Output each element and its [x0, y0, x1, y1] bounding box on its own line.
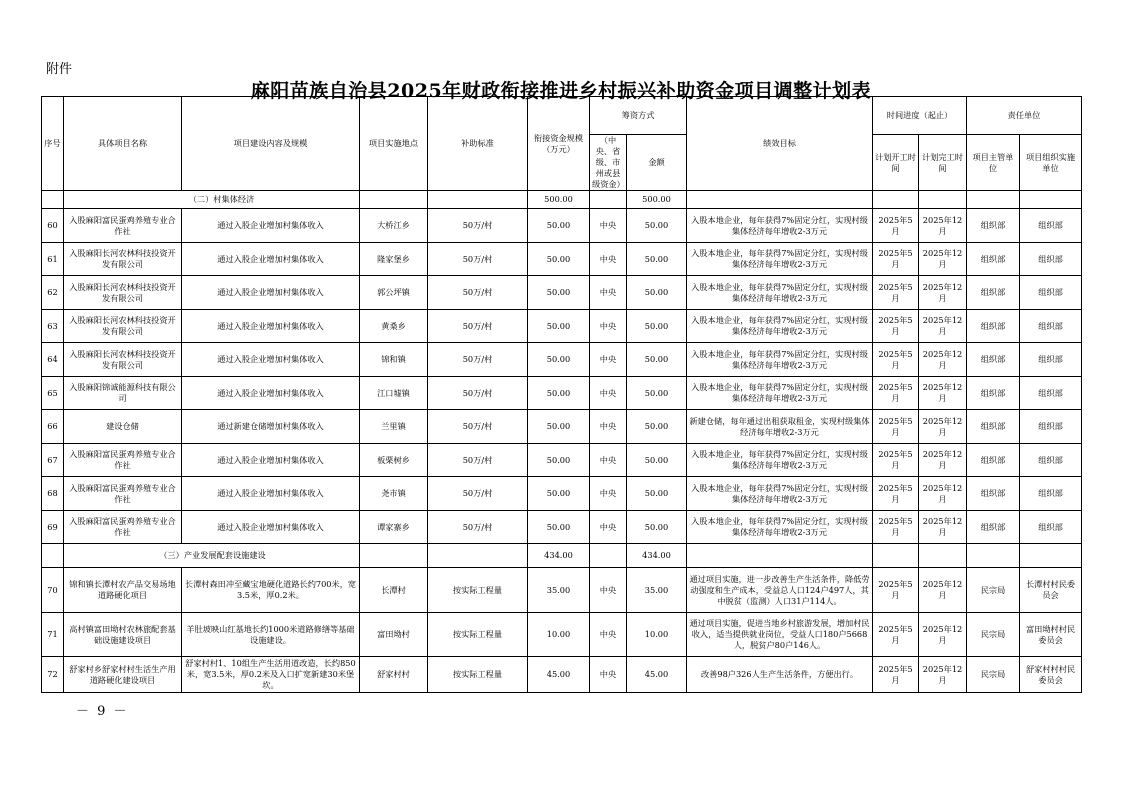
cell-content: 通过新建仓储增加村集体收入 — [182, 410, 360, 444]
cell-scale: 45.00 — [528, 657, 590, 693]
cell-amount: 50.00 — [627, 242, 687, 276]
header-start: 计划开工时间 — [873, 135, 919, 191]
cell-standard: 50万/村 — [428, 410, 528, 444]
cell-scale: 50.00 — [528, 376, 590, 410]
cell-goal: 入股本地企业，每年获得7%固定分红，实现村级集体经济每年增收2-3万元 — [687, 443, 873, 477]
section-amount: 434.00 — [627, 544, 687, 568]
cell-no: 63 — [42, 309, 64, 343]
cell-amount: 10.00 — [627, 613, 687, 657]
section-amount: 500.00 — [627, 191, 687, 209]
cell-amount: 35.00 — [627, 568, 687, 613]
cell-amount: 50.00 — [627, 276, 687, 310]
document-title: 麻阳苗族自治县2025年财政衔接推进乡村振兴补助资金项目调整计划表 — [250, 80, 872, 102]
cell-goal: 改善98户326人生产生活条件，方便出行。 — [687, 657, 873, 693]
cell-dept: 组织部 — [967, 209, 1020, 243]
cell-scale: 50.00 — [528, 209, 590, 243]
section-row — [42, 544, 1082, 568]
table-row — [42, 242, 1082, 276]
cell-impl: 舒家村村村民委员会 — [1020, 657, 1082, 693]
cell-name: 入股麻阳富民蛋鸡养殖专业合作社 — [64, 510, 182, 544]
section-title: （二）村集体经济 — [64, 191, 360, 209]
cell-location: 板栗树乡 — [360, 443, 428, 477]
cell-standard: 50万/村 — [428, 276, 528, 310]
cell-location: 舒家村村 — [360, 657, 428, 693]
cell-impl: 富田坳村村民委员会 — [1020, 613, 1082, 657]
header-end: 计划完工时间 — [919, 135, 967, 191]
cell-standard: 50万/村 — [428, 209, 528, 243]
cell-location: 大桥江乡 — [360, 209, 428, 243]
cell-end: 2025年12月 — [919, 613, 967, 657]
cell-source: 中央 — [590, 343, 627, 377]
table-row — [42, 568, 1082, 613]
cell-source: 中央 — [590, 309, 627, 343]
cell-location: 锦和镇 — [360, 343, 428, 377]
cell-goal: 入股本地企业，每年获得7%固定分红，实现村级集体经济每年增收2-3万元 — [687, 309, 873, 343]
cell-start: 2025年5月 — [873, 613, 919, 657]
cell-content: 通过入股企业增加村集体收入 — [182, 477, 360, 511]
cell-end: 2025年12月 — [919, 309, 967, 343]
cell-amount: 50.00 — [627, 477, 687, 511]
cell-no: 70 — [42, 568, 64, 613]
section-scale: 434.00 — [528, 544, 590, 568]
cell-source: 中央 — [590, 510, 627, 544]
cell-impl: 组织部 — [1020, 309, 1082, 343]
header-name: 具体项目名称 — [64, 97, 182, 191]
cell-standard: 50万/村 — [428, 376, 528, 410]
cell-source: 中央 — [590, 410, 627, 444]
cell-scale: 50.00 — [528, 443, 590, 477]
header-content: 项目建设内容及规模 — [182, 97, 360, 191]
cell-content: 通过入股企业增加村集体收入 — [182, 510, 360, 544]
cell-scale: 50.00 — [528, 242, 590, 276]
cell-content: 通过入股企业增加村集体收入 — [182, 209, 360, 243]
cell-start: 2025年5月 — [873, 242, 919, 276]
table-row — [42, 309, 1082, 343]
page-number: － 9 － — [76, 704, 129, 719]
cell-no: 67 — [42, 443, 64, 477]
cell-start: 2025年5月 — [873, 443, 919, 477]
cell-start: 2025年5月 — [873, 568, 919, 613]
cell-start: 2025年5月 — [873, 209, 919, 243]
cell-goal: 新建仓储，每年通过出租获取租金，实现村级集体经济每年增收2-3万元 — [687, 410, 873, 444]
cell-content: 通过入股企业增加村集体收入 — [182, 443, 360, 477]
cell-dept: 组织部 — [967, 376, 1020, 410]
cell-content: 通过入股企业增加村集体收入 — [182, 343, 360, 377]
cell-amount: 50.00 — [627, 410, 687, 444]
cell-no: 68 — [42, 477, 64, 511]
header-funding-source: （中央、省级、市州或县级资金） — [590, 135, 627, 191]
cell-end: 2025年12月 — [919, 568, 967, 613]
cell-standard: 50万/村 — [428, 309, 528, 343]
cell-no: 61 — [42, 242, 64, 276]
cell-standard: 50万/村 — [428, 343, 528, 377]
cell-source: 中央 — [590, 568, 627, 613]
cell-standard: 50万/村 — [428, 477, 528, 511]
cell-name: 入股麻阳富民蛋鸡养殖专业合作社 — [64, 209, 182, 243]
cell-location: 隆家堡乡 — [360, 242, 428, 276]
cell-no: 62 — [42, 276, 64, 310]
cell-end: 2025年12月 — [919, 510, 967, 544]
cell-goal: 通过项目实施，促进当地乡村旅游发展，增加村民收入，适当提供就业岗位，受益人口180户5668人，脱贫户80户146人。 — [687, 613, 873, 657]
cell-goal: 入股本地企业，每年获得7%固定分红，实现村级集体经济每年增收2-3万元 — [687, 242, 873, 276]
cell-amount: 50.00 — [627, 309, 687, 343]
cell-scale: 50.00 — [528, 510, 590, 544]
cell-start: 2025年5月 — [873, 657, 919, 693]
cell-end: 2025年12月 — [919, 477, 967, 511]
header-goal: 绩效目标 — [687, 97, 873, 191]
cell-content: 长潭村森田冲至藏宝地硬化道路长约700米，宽3.5米，厚0.2米。 — [182, 568, 360, 613]
header-funding-amount: 金额 — [627, 135, 687, 191]
cell-standard: 按实际工程量 — [428, 613, 528, 657]
cell-start: 2025年5月 — [873, 376, 919, 410]
header-location: 项目实施地点 — [360, 97, 428, 191]
cell-name: 舒家村乡舒家村村生活生产用道路硬化建设项目 — [64, 657, 182, 693]
cell-location: 长潭村 — [360, 568, 428, 613]
cell-impl: 组织部 — [1020, 276, 1082, 310]
cell-end: 2025年12月 — [919, 376, 967, 410]
cell-location: 郭公坪镇 — [360, 276, 428, 310]
cell-dept: 民宗局 — [967, 613, 1020, 657]
cell-dept: 组织部 — [967, 343, 1020, 377]
cell-goal: 入股本地企业，每年获得7%固定分红，实现村级集体经济每年增收2-3万元 — [687, 376, 873, 410]
cell-no: 66 — [42, 410, 64, 444]
cell-start: 2025年5月 — [873, 510, 919, 544]
cell-standard: 按实际工程量 — [428, 568, 528, 613]
section-row — [42, 191, 1082, 209]
header-impl: 项目组织实施单位 — [1020, 135, 1082, 191]
cell-amount: 50.00 — [627, 376, 687, 410]
cell-content: 羊肚坡映山红基地长约1000米道路修缮等基础设施建设。 — [182, 613, 360, 657]
table-row — [42, 209, 1082, 243]
cell-name: 入股麻阳长河农林科技投资开发有限公司 — [64, 242, 182, 276]
cell-content: 舒家村村1、10组生产生活用道改造，长约850米，宽3.5米，厚0.2米及入口扩宽新建30米堡坎。 — [182, 657, 360, 693]
cell-end: 2025年12月 — [919, 242, 967, 276]
cell-scale: 35.00 — [528, 568, 590, 613]
cell-name: 入股麻阳锦诚能源科技有限公司 — [64, 376, 182, 410]
cell-location: 江口墟镇 — [360, 376, 428, 410]
cell-impl: 组织部 — [1020, 443, 1082, 477]
cell-source: 中央 — [590, 477, 627, 511]
cell-scale: 50.00 — [528, 309, 590, 343]
cell-start: 2025年5月 — [873, 410, 919, 444]
cell-name: 入股麻阳富民蛋鸡养殖专业合作社 — [64, 443, 182, 477]
cell-content: 通过入股企业增加村集体收入 — [182, 276, 360, 310]
cell-dept: 民宗局 — [967, 657, 1020, 693]
cell-impl: 组织部 — [1020, 376, 1082, 410]
cell-standard: 50万/村 — [428, 510, 528, 544]
cell-source: 中央 — [590, 443, 627, 477]
cell-impl: 组织部 — [1020, 410, 1082, 444]
cell-amount: 50.00 — [627, 209, 687, 243]
cell-source: 中央 — [590, 242, 627, 276]
cell-dept: 组织部 — [967, 510, 1020, 544]
section-scale: 500.00 — [528, 191, 590, 209]
table-row — [42, 443, 1082, 477]
cell-source: 中央 — [590, 657, 627, 693]
cell-location: 兰里镇 — [360, 410, 428, 444]
cell-content: 通过入股企业增加村集体收入 — [182, 376, 360, 410]
header-standard: 补助标准 — [428, 97, 528, 191]
cell-start: 2025年5月 — [873, 276, 919, 310]
cell-goal: 通过项目实施，进一步改善生产生活条件，降低劳动强度和生产成本，受益总人口124户497人，其中脱贫（监测）人口31户114人。 — [687, 568, 873, 613]
cell-dept: 组织部 — [967, 309, 1020, 343]
cell-scale: 50.00 — [528, 276, 590, 310]
header-scale: 衔接资金规模（万元） — [528, 97, 590, 191]
cell-source: 中央 — [590, 376, 627, 410]
header-no: 序号 — [42, 97, 64, 191]
cell-goal: 入股本地企业，每年获得7%固定分红，实现村级集体经济每年增收2-3万元 — [687, 477, 873, 511]
section-title: （三）产业发展配套设施建设 — [64, 544, 360, 568]
cell-name: 锦和镇长潭村农产品交易场地道路硬化项目 — [64, 568, 182, 613]
cell-end: 2025年12月 — [919, 343, 967, 377]
cell-end: 2025年12月 — [919, 276, 967, 310]
cell-impl: 组织部 — [1020, 510, 1082, 544]
cell-standard: 按实际工程量 — [428, 657, 528, 693]
cell-name: 入股麻阳长河农林科技投资开发有限公司 — [64, 276, 182, 310]
cell-dept: 组织部 — [967, 443, 1020, 477]
cell-goal: 入股本地企业，每年获得7%固定分红，实现村级集体经济每年增收2-3万元 — [687, 209, 873, 243]
cell-no: 71 — [42, 613, 64, 657]
cell-no: 65 — [42, 376, 64, 410]
cell-start: 2025年5月 — [873, 477, 919, 511]
table-row — [42, 613, 1082, 657]
cell-impl: 组织部 — [1020, 242, 1082, 276]
cell-scale: 10.00 — [528, 613, 590, 657]
cell-name: 入股麻阳长河农林科技投资开发有限公司 — [64, 309, 182, 343]
cell-amount: 50.00 — [627, 443, 687, 477]
table-row — [42, 410, 1082, 444]
cell-scale: 50.00 — [528, 343, 590, 377]
cell-location: 尧市镇 — [360, 477, 428, 511]
cell-standard: 50万/村 — [428, 242, 528, 276]
attachment-label: 附件 — [46, 62, 73, 77]
cell-scale: 50.00 — [528, 410, 590, 444]
cell-impl: 长潭村村民委员会 — [1020, 568, 1082, 613]
cell-amount: 50.00 — [627, 343, 687, 377]
header-row-1 — [42, 97, 1082, 135]
cell-amount: 45.00 — [627, 657, 687, 693]
cell-source: 中央 — [590, 209, 627, 243]
table-row — [42, 510, 1082, 544]
cell-dept: 组织部 — [967, 477, 1020, 511]
cell-dept: 组织部 — [967, 276, 1020, 310]
cell-amount: 50.00 — [627, 510, 687, 544]
cell-name: 入股麻阳富民蛋鸡养殖专业合作社 — [64, 477, 182, 511]
header-resp: 责任单位 — [967, 97, 1082, 135]
cell-no: 64 — [42, 343, 64, 377]
cell-impl: 组织部 — [1020, 209, 1082, 243]
cell-goal: 入股本地企业，每年获得7%固定分红，实现村级集体经济每年增收2-3万元 — [687, 343, 873, 377]
table-row — [42, 657, 1082, 693]
header-dept: 项目主管单位 — [967, 135, 1020, 191]
cell-name: 高村镇富田坳村农林旅配套基础设施建设项目 — [64, 613, 182, 657]
cell-no: 69 — [42, 510, 64, 544]
cell-location: 谭家寨乡 — [360, 510, 428, 544]
cell-end: 2025年12月 — [919, 410, 967, 444]
cell-scale: 50.00 — [528, 477, 590, 511]
cell-dept: 组织部 — [967, 242, 1020, 276]
cell-location: 黄桑乡 — [360, 309, 428, 343]
cell-name: 建设仓储 — [64, 410, 182, 444]
cell-no: 72 — [42, 657, 64, 693]
cell-dept: 组织部 — [967, 410, 1020, 444]
table-row — [42, 343, 1082, 377]
cell-impl: 组织部 — [1020, 477, 1082, 511]
cell-goal: 入股本地企业，每年获得7%固定分红，实现村级集体经济每年增收2-3万元 — [687, 276, 873, 310]
cell-no: 60 — [42, 209, 64, 243]
cell-content: 通过入股企业增加村集体收入 — [182, 242, 360, 276]
header-funding: 筹资方式 — [590, 97, 687, 135]
table-row — [42, 276, 1082, 310]
cell-location: 富田坳村 — [360, 613, 428, 657]
cell-end: 2025年12月 — [919, 657, 967, 693]
table-row — [42, 376, 1082, 410]
cell-dept: 民宗局 — [967, 568, 1020, 613]
header-time: 时间进度（起止） — [873, 97, 967, 135]
cell-start: 2025年5月 — [873, 343, 919, 377]
cell-end: 2025年12月 — [919, 443, 967, 477]
cell-start: 2025年5月 — [873, 309, 919, 343]
cell-impl: 组织部 — [1020, 343, 1082, 377]
cell-goal: 入股本地企业，每年获得7%固定分红，实现村级集体经济每年增收2-3万元 — [687, 510, 873, 544]
cell-content: 通过入股企业增加村集体收入 — [182, 309, 360, 343]
table-row — [42, 477, 1082, 511]
cell-source: 中央 — [590, 613, 627, 657]
cell-source: 中央 — [590, 276, 627, 310]
cell-name: 入股麻阳长河农林科技投资开发有限公司 — [64, 343, 182, 377]
cell-end: 2025年12月 — [919, 209, 967, 243]
project-table — [41, 96, 1082, 693]
cell-standard: 50万/村 — [428, 443, 528, 477]
